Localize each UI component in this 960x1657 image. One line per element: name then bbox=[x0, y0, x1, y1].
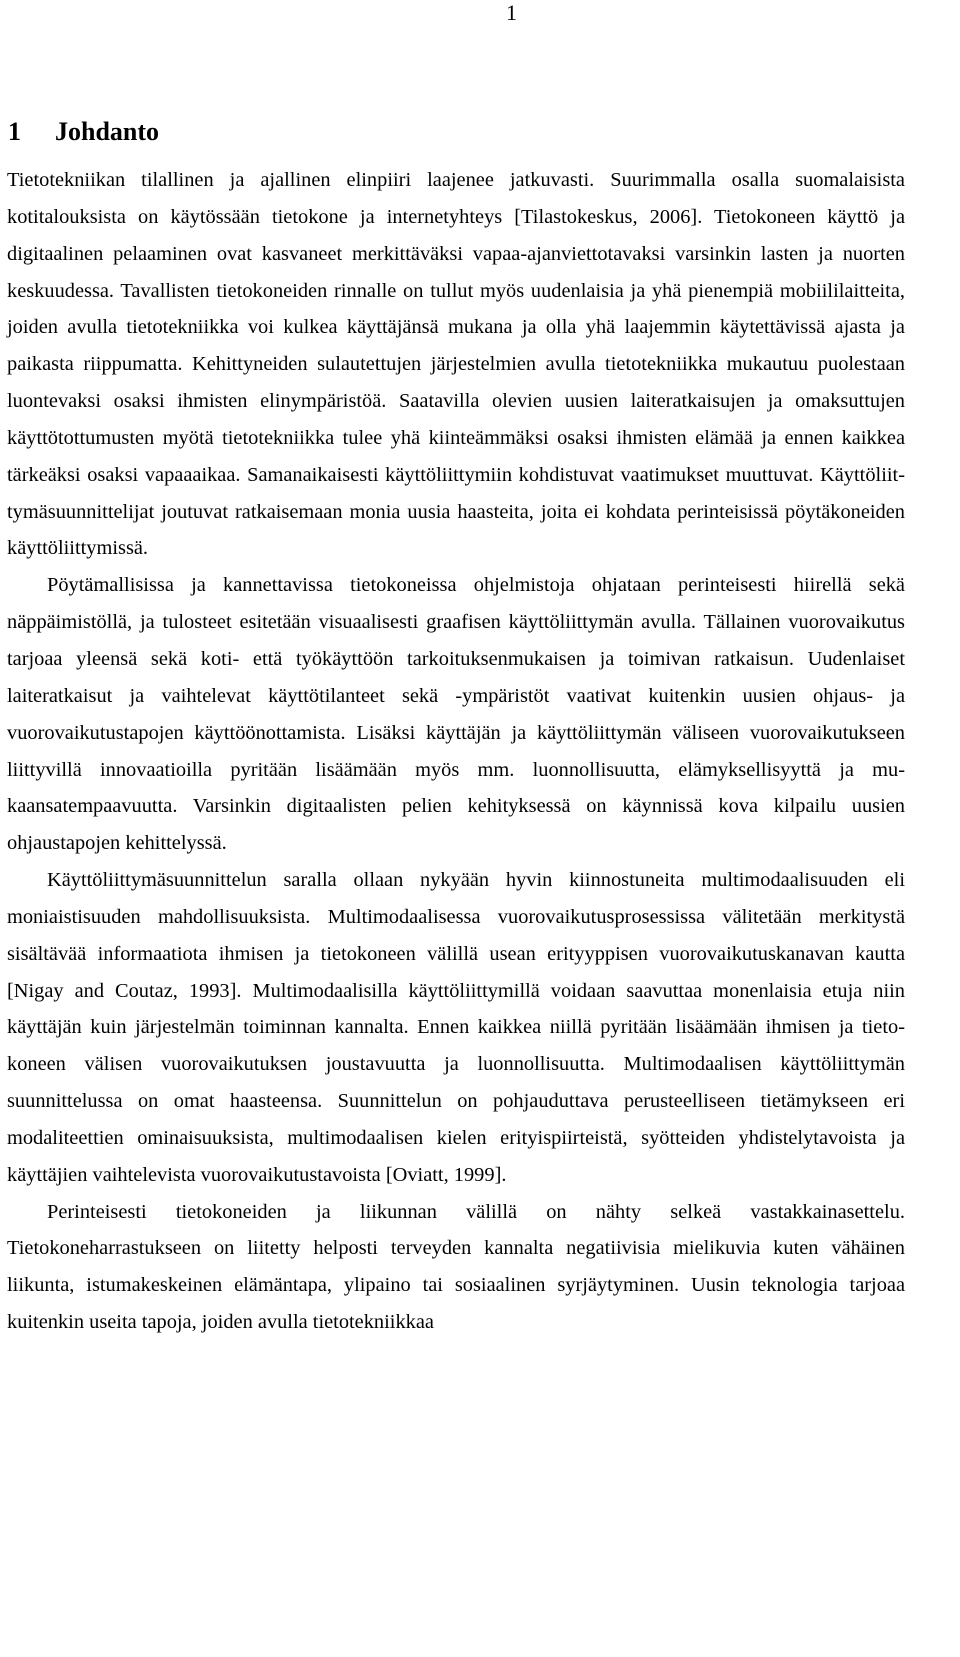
paragraph-exercise: Perinteisesti tietokoneiden ja liikunnan välillä on nähty selkeä vastakkainasettelu. Tietokoneharrastukseen on liitetty helposti terveyden kannalta negatiivisia mielikuvia kuten vähäinen liikunta, istumakeskeinen elämäntapa, ylipaino tai sosiaalinen syrjäytyminen. Uusin teknologia tarjoaa kuitenkin useita tapoja, joiden avulla tietotekniikkaa bbox=[7, 1200, 905, 1334]
paragraph-intro: Tietotekniikan tilallinen ja ajallinen elinpiiri laajenee jatkuvasti. Suurimmalla osalla suomalaisista kotitalouksista on käytössään tietokone ja internetyhteys [Tilastokeskus, 2006]. Tietokoneen käyttö ja digitaalinen pelaaminen ovat kasvaneet merkittäväksi vapaa-ajanviettotavaksi varsinkin lasten ja nuorten keskuudessa. Tavallisten tietokoneiden rinnalle on tullut myös uudenlaisia ja yhä pienempiä mobiililaitteita, joiden avulla tietotekniikka voi kulkea käyttäjänsä mukana ja olla yhä laajemmin käytettävissä ajasta ja paikasta riippumatta. Kehittyneiden sulautettujen järjestelmien avulla tietotekniikka mukautuu puolestaan luontevaksi osaksi ihmisten elinympäristöä. Saatavilla olevien uusien laiteratkaisujen ja omaksuttujen käyttötottumusten myötä tietotekniikka tulee yhä kiinteämmäksi osaksi ihmisten elämää ja ennen kaikkea tärkeäksi osaksi vapaaaikaa. Samanaikaisesti käyttöliittymiin kohdistuvat vaatimukset muuttuvat. Käyttöliittymäsuunnittelijat joutuvat ratkaisemaan monia uusia haasteita, joita ei kohdata perinteisissä pöytäkoneiden käyttöliittymissä. bbox=[7, 169, 905, 560]
chapter-number: 1 bbox=[8, 117, 21, 146]
paragraph-multimodality: Käyttöliittymäsuunnittelun saralla ollaan nykyään hyvin kiinnostuneita multimodaalisuuden eli moniaistisuuden mahdollisuuksista. Multimodaalisessa vuorovaikutusprosessissa välitetään merkitystä sisältävää informaatiota ihmisen ja tietokoneen välillä usean erityyppisen vuorovaikutuskanavan kautta [Nigay and Coutaz, 1993]. Multimodaalisilla käyttöliittymillä voidaan saavuttaa monenlaisia etuja niin käyttäjän kuin järjestelmän toiminnan kannalta. Ennen kaikkea niillä pyritään lisäämään ihmisen ja tietokoneen välisen vuorovaikutuksen joustavuutta ja luonnollisuutta. Multimodaalisen käyttöliittymän suunnittelussa on omat haasteensa. Suunnittelun on pohjauduttava perusteelliseen tietämykseen eri modaliteettien ominaisuuksista, multimodaalisen kielen erityispiirteistä, syötteiden yhdistelytavoista ja käyttäjien vaihtelevista vuorovaikutustavoista [Oviatt, 1999]. bbox=[7, 869, 905, 1186]
chapter-title: Johdanto bbox=[55, 117, 160, 146]
body-text bbox=[7, 162, 905, 1341]
chapter-heading bbox=[8, 115, 159, 149]
page-number: 1 bbox=[506, 0, 517, 25]
paragraph-input-methods: Pöytämallisissa ja kannettavissa tietokoneissa ohjelmistoja ohjataan perinteisesti hiirellä sekä näppäimistöllä, ja tulosteet esitetään visuaalisesti graafisen käyttöliittymän avulla. Tällainen vuorovaikutus tarjoaa yleensä sekä koti- että työkäyttöön tarkoituksenmukaisen ja toimivan ratkaisun. Uudenlaiset laiteratkaisut ja vaihtelevat käyttötilanteet sekä -ympäristöt vaativat kuitenkin uusien ohjaus- ja vuorovaikutustapojen käyttöönottamista. Lisäksi käyttäjän ja käyttöliittymän väliseen vuorovaikutukseen liittyvillä innovaatioilla pyritään lisäämään myös mm. luonnollisuutta, elämyksellisyyttä ja mukaansatempaavuutta. Varsinkin digitaalisten pelien kehityksessä on käynnissä kova kilpailu uusien ohjaustapojen kehittelyssä. bbox=[7, 574, 905, 855]
